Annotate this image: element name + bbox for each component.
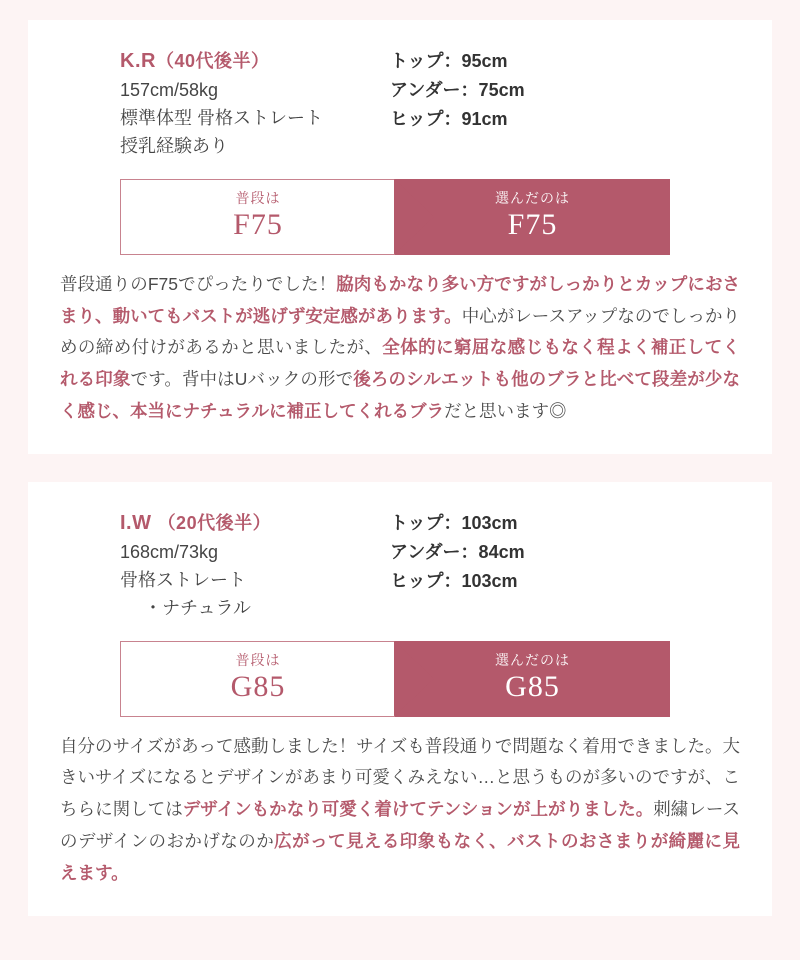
reviewer-initials-text: K.R (120, 50, 156, 72)
comment-text: 中心がレースアップなのでしっかりめの締め付けがあるかと思いましたが、 (60, 305, 740, 358)
review-comment (58, 265, 742, 428)
measurement-under: アンダー：84cm (390, 542, 525, 563)
comment-highlight: 後ろのシルエットも他のブラと比べて段差が少なく感じ、本当にナチュラルに補正してくれるブラ (60, 369, 740, 422)
comment-text: だと思います◎ (443, 401, 567, 422)
size-comparison-inner (120, 179, 670, 255)
comment-text: 普段通りのF75でぴったりでした！ (60, 273, 337, 294)
measurement-top: トップ：95cm (390, 51, 508, 71)
reviewer-age: （40代後半） (155, 51, 270, 71)
usual-size-label: 普段は (235, 190, 281, 207)
comment-highlight: 全体的に窮屈な感じもなく程よく補正してくれる印象 (60, 337, 740, 390)
usual-size-label: 普段は (235, 652, 281, 669)
comment-highlight: デザインもかなり可愛く着けてテンションが上がりました。 (182, 799, 654, 820)
chosen-size-block (395, 641, 670, 717)
size-comparison-inner (120, 641, 670, 717)
card-spacer (0, 454, 800, 482)
review-card (28, 20, 772, 454)
reviewer-profile (58, 508, 742, 623)
reviewer-body-type-extra: ・ナチュラル (144, 597, 251, 618)
chosen-size-value: F75 (507, 207, 558, 241)
comment-text: 自分のサイズがあって感動しました！サイズも普段通りで問題なく着用できました。大きいサイズになるとデザインがあまり可愛くみえない…と思うものが多いのですが、こちらに関しては (60, 735, 740, 820)
comment-highlight: 広がって見える印象もなく、バストのおさまりが綺麗に見えます。 (60, 831, 740, 883)
reviewer-height-weight: 168cm/73kg (120, 541, 219, 562)
reviewer-initials-text: I.W (120, 511, 152, 534)
reviewer-age: （20代後半） (157, 512, 272, 533)
size-comparison-banner (58, 179, 742, 255)
measurement-under: アンダー：75cm (390, 80, 525, 101)
usual-size-block (120, 179, 395, 255)
measurement-hip: ヒップ：103cm (390, 571, 518, 592)
chosen-size-label: 選んだのは (495, 652, 570, 669)
review-card (28, 482, 772, 916)
arrow-right-icon (394, 641, 434, 717)
top-spacer (0, 0, 800, 20)
reviewer-measurements (390, 508, 742, 596)
usual-size-value: F75 (233, 207, 283, 241)
usual-size-value: G85 (230, 669, 286, 703)
reviewer-extra: 授乳経験あり (120, 135, 228, 156)
comment-text: です。背中はUバックの形で (130, 369, 354, 390)
chosen-size-block (395, 179, 670, 255)
reviewer-measurements (390, 46, 742, 134)
comment-text: 刺繍レースのデザインのおかげなのか (60, 799, 740, 852)
size-comparison-banner (58, 641, 742, 717)
reviewer-initials (120, 508, 390, 539)
profile-details (120, 508, 390, 623)
reviewer-height-weight: 157cm/58kg (120, 80, 219, 100)
usual-size-block (120, 641, 395, 717)
measurement-top: トップ：103cm (390, 512, 518, 533)
measurement-hip: ヒップ：91cm (390, 109, 508, 130)
review-comment (58, 727, 742, 890)
reviewer-body-type: 骨格ストレート (120, 569, 246, 590)
comment-highlight: 脇肉もかなり多い方ですがしっかりとカップにおさまり、動いてもバストが逃げず安定感があります。 (60, 273, 741, 326)
arrow-right-icon (394, 179, 434, 255)
chosen-size-value: G85 (505, 669, 560, 703)
chosen-size-label: 選んだのは (495, 190, 570, 207)
reviewer-initials (120, 46, 390, 77)
profile-details (120, 46, 390, 161)
reviewer-body-type: 標準体型 骨格ストレート (120, 107, 323, 128)
reviewer-profile (58, 46, 742, 161)
